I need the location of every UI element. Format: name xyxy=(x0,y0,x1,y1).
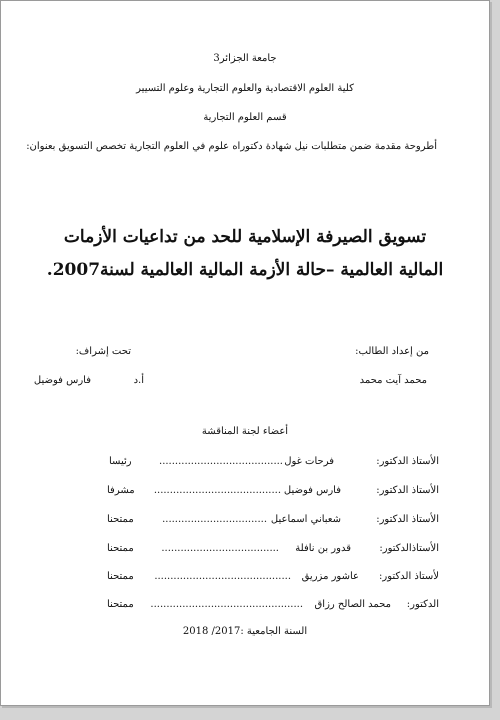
member-name: فرحات غول xyxy=(284,456,334,467)
member-name: قدور بن نافلة xyxy=(295,543,351,554)
dot-leader: ..................................... xyxy=(161,543,279,554)
department-name: قسم العلوم التجارية xyxy=(203,112,287,123)
dot-leader: ........................................ xyxy=(153,485,281,496)
member-name: عاشور مزريق xyxy=(301,571,359,582)
member-title: الأستاذ الدكتور: xyxy=(376,485,439,496)
dot-leader: ....................................... xyxy=(159,456,283,467)
member-title: الأستاذ الدكتور: xyxy=(376,514,439,525)
faculty-name: كلية العلوم الاقتصادية والعلوم التجارية وعلوم التسيير xyxy=(136,83,354,94)
supervisor-label: تحت إشراف: xyxy=(75,346,131,357)
member-role: ممتحنا xyxy=(107,599,134,610)
student-label: من إعداد الطالب: xyxy=(355,346,429,357)
member-role: ممتحنا xyxy=(107,514,134,525)
member-title: لأستاذ الدكتور: xyxy=(379,571,439,582)
thesis-intro: أطروحة مقدمة ضمن متطلبات نيل شهادة دكتوراه علوم في العلوم التجارية تخصص التسويق بعنوان: xyxy=(26,141,437,152)
member-name: فارس فوضيل xyxy=(283,485,341,496)
university-name: جامعة الجزائر3 xyxy=(213,53,277,64)
thesis-title-line-2: المالية العالمية –حالة الأزمة المالية العالمية لسنة2007. xyxy=(46,260,444,280)
member-title: الدكتور: xyxy=(406,599,439,610)
supervisor-title: أ.د xyxy=(133,375,144,386)
member-name: شعباني اسماعيل xyxy=(270,514,341,525)
member-name: محمد الصالح رزاق xyxy=(314,599,391,610)
member-role: مشرفا xyxy=(107,485,135,496)
thesis-title-line-1: تسويق الصيرفة الإسلامية للحد من تداعيات الأزمات xyxy=(63,227,427,247)
member-role: رئيسا xyxy=(109,456,132,467)
dot-leader: ................................................ xyxy=(150,599,303,610)
committee-heading: أعضاء لجنة المناقشة xyxy=(201,426,289,437)
academic-year: السنة الجامعية :2017/ 2018 xyxy=(182,626,308,637)
student-name: محمد آيت محمد xyxy=(359,375,427,386)
dot-leader: ................................. xyxy=(162,514,267,525)
member-role: ممتحنا xyxy=(107,571,134,582)
dot-leader: ........................................... xyxy=(154,571,291,582)
member-role: ممتحنا xyxy=(107,543,134,554)
member-title: الأستاذالدكتور: xyxy=(379,543,439,554)
supervisor-name: فارس فوضيل xyxy=(33,375,91,386)
member-title: الأستاذ الدكتور: xyxy=(376,456,439,467)
